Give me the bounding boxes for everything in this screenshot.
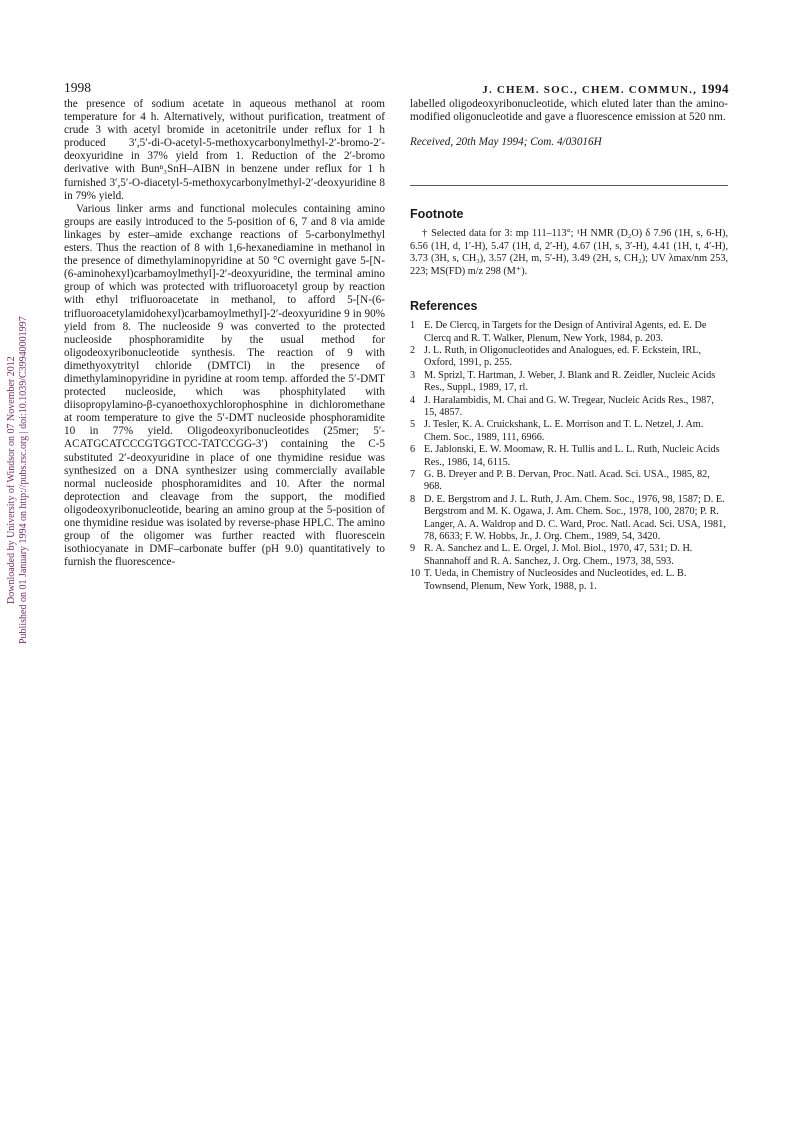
download-notice: Downloaded by University of Windsor on 07 November 2012 <box>6 356 17 604</box>
references-list <box>410 320 728 593</box>
reference-number: 6 <box>410 444 416 456</box>
right-column <box>410 98 728 593</box>
reference-text: D. E. Bergstrom and J. L. Ruth, J. Am. Chem. Soc., 1976, 98, 1587; D. E. Bergstrom and M. K. Ogawa, J. Am. Chem. Soc., 1978, 100, 2870; P. R. Langer, A. A. Waldrop and D. C. Ward, Proc. Natl. Acad. Sci. USA, 1981, 78, 6633; F. W. Hobbs, Jr., J. Org. Chem., 1989, 54, 3420. <box>424 493 726 542</box>
reference-number: 5 <box>410 419 416 431</box>
reference-number: 8 <box>410 493 416 505</box>
reference-text: E. Jablonski, E. W. Moomaw, R. H. Tullis and L. L. Ruth, Nucleic Acids Res., 1986, 14, 6115. <box>424 444 720 468</box>
body-paragraph-3: labelled oligodeoxyribonucleotide, which eluted later than the amino-modified oligonucleotide and gave a fluorescence emission at 520 nm. <box>410 98 728 124</box>
publication-doi-notice[interactable]: Published on 01 January 1994 on http://pubs.rsc.org | doi:10.1039/C39940001997 <box>18 316 29 644</box>
reference-text: E. De Clercq, in Targets for the Design of Antiviral Agents, ed. E. De Clercq and R. T. Walker, Plenum, New York, 1984, p. 203. <box>424 320 707 344</box>
reference-number: 4 <box>410 394 416 406</box>
body-paragraph-1: the presence of sodium acetate in aqueous methanol at room temperature for 4 h. Alternatively, without purification, treatment of crude 3 with acetyl bromide in acetonitrile under reflux for 1 h produced 3′,5′-di-O-acetyl-5-methoxycarbonylmethyl-2′-bromo-2′-deoxyuridine in 37% yield from 1. Reduction of the 2′-bromo derivative with Bunⁿ₃SnH–AIBN in benzene under reflux for 1 h furnished 3′,5′-O-diacetyl-5-methoxycarbonylmethyl-2′-deoxyuridine 8 in 79% yield. <box>64 98 385 202</box>
reference-text: R. A. Sanchez and L. E. Orgel, J. Mol. Biol., 1970, 47, 531; D. H. Shannahoff and R. A. Sanchez, J. Org. Chem., 1973, 38, 593. <box>424 543 693 567</box>
footnote-text: † Selected data for 3: mp 111–113°; ¹H NMR (D₂O) δ 7.96 (1H, s, 6-H), 6.56 (1H, d, 1′-H), 5.47 (1H, d, 2′-H), 4.67 (1H, s, 3′-H), 4.41 (1H, t, 4′-H), 3.73 (3H, s, CH₃), 3.57 (2H, m, 5′-H), 3.49 (2H, s, CH₂); UV λmax/nm 253, 223; MS(FD) m/z 298 (M⁺). <box>410 228 728 277</box>
journal-name: J. CHEM. SOC., CHEM. COMMUN., <box>482 84 698 96</box>
reference-item <box>410 419 728 444</box>
reference-item <box>410 494 728 544</box>
received-line: Received, 20th May 1994; Com. 4/03016H <box>410 136 602 149</box>
references-heading: References <box>410 299 478 313</box>
journal-year: 1994 <box>701 81 729 96</box>
reference-text: J. Haralambidis, M. Chai and G. W. Tregear, Nucleic Acids Res., 1987, 15, 4857. <box>424 394 714 418</box>
reference-text: T. Ueda, in Chemistry of Nucleosides and Nucleotides, ed. L. B. Townsend, Plenum, New York, 1988, p. 1. <box>424 568 687 592</box>
reference-number: 2 <box>410 344 416 356</box>
reference-item <box>410 345 728 370</box>
reference-item <box>410 543 728 568</box>
reference-text: G. B. Dreyer and P. B. Dervan, Proc. Natl. Acad. Sci. USA., 1985, 82, 968. <box>424 468 710 493</box>
body-paragraph-2: Various linker arms and functional molecules containing amino groups are easily introduced to the 5-position of 6, 7 and 8 via amide linkages by ester–amide exchange reactions of 5-carbonylmethyl esters. Thus the reaction of 8 with 1,6-hexanediamine in methanol in the presence of dimethylaminopyridine at 50 °C overnight gave 5-[N-(6-aminohexyl)carbamoylmethyl]-2′-deoxyuridine, the terminal amino group of which was protected with trifluoroacetyl group by reaction with ethyl trifluoroacetate in methanol, to afford 5-[N-(6-trifluoroacetylamidohexyl)carbamoylmethyl]-2′-deoxyuridine 9 in 90% yield from 8. The nucleoside 9 was converted to the protected nucleoside phosphoramidite by the usual method for oligodeoxyribonucleotide synthesis. The reaction of 9 with dimethyoxytrityl chloride (DMTCl) in the presence of dimethylaminopyridine in pyridine at room temp. afforded the 5′-DMT protected nucleoside, which was phosphitylated with diisopropylamino-β-cyanoethoxychlorophosphine in dichloromethane at room temperature to give the 5′-DMT nucleoside phosphoramidite 10 in 77% yield. Oligodeoxyribonucleotides (25mer; 5′-ACATGCATCCCGTGGTCC-TATCCGG-3′) containing the C-5 substituted 2′-deoxyuridine in place of one thymidine residue was synthesized on a DNA synthesizer using commercially available normal nucleoside phosphoramidites and 10. After the normal deprotection and cleavage from the support, the modified oligodeoxyribonucleotide, bearing an amino group at the 5-position of one thymidine residue was isolated by reverse-phase HPLC. The amino group of the oligomer was further reacted with fluorescein isothiocyanate in DMF–carbonate buffer (pH 9.0) quantitatively to furnish the fluorescence- <box>64 202 385 569</box>
reference-item <box>410 320 728 345</box>
reference-item <box>410 444 728 469</box>
reference-text: M. Sprizl, T. Hartman, J. Weber, J. Blank and R. Zeidler, Nucleic Acids Res., Suppl., 1989, 17, rl. <box>424 369 716 394</box>
reference-number: 3 <box>410 369 416 381</box>
page-number: 1998 <box>64 80 91 95</box>
reference-number: 9 <box>410 543 416 555</box>
reference-text: J. Tesler, K. A. Cruickshank, L. E. Morrison and T. L. Netzel, J. Am. Chem. Soc., 1989, 111, 6966. <box>424 419 704 443</box>
reference-number: 10 <box>410 568 421 580</box>
reference-item <box>410 568 728 593</box>
footnote-heading: Footnote <box>410 207 464 222</box>
left-column <box>64 98 385 569</box>
reference-item <box>410 469 728 494</box>
reference-item <box>410 370 728 395</box>
journal-header <box>482 81 729 97</box>
reference-number: 7 <box>410 468 416 480</box>
reference-number: 1 <box>410 320 416 332</box>
reference-text: J. L. Ruth, in Oligonucleotides and Analogues, ed. F. Eckstein, IRL, Oxford, 1991, p. 255. <box>424 344 702 369</box>
reference-item <box>410 395 728 420</box>
section-divider <box>410 185 728 186</box>
